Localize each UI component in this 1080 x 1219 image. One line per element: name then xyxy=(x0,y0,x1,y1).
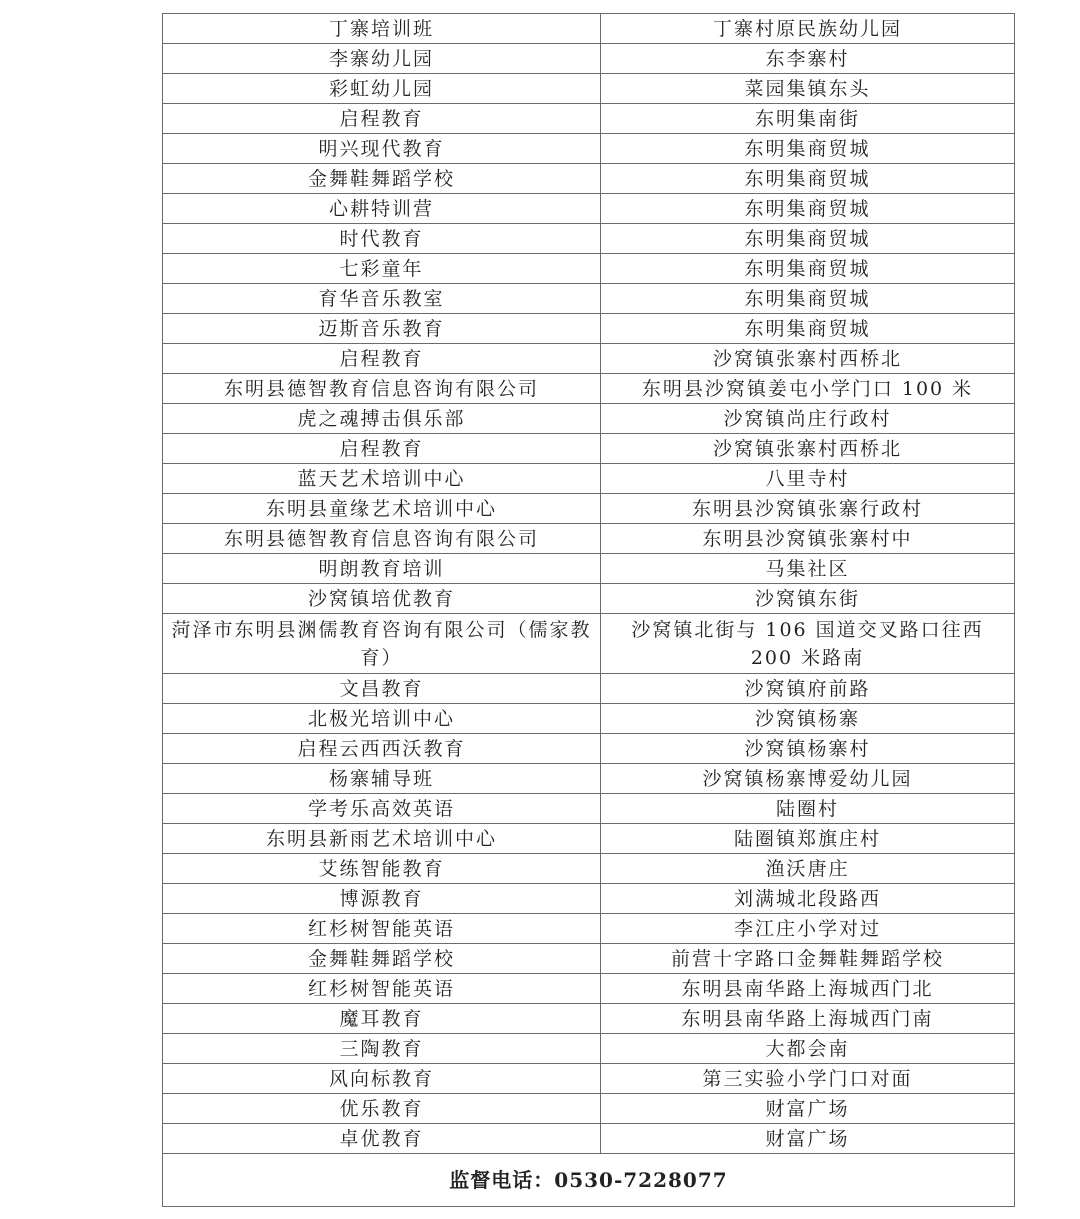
institution-address-cell: 东明县南华路上海城西门南 xyxy=(601,1004,1015,1034)
institution-address-cell: 沙窝镇东街 xyxy=(601,584,1015,614)
table-row xyxy=(163,464,1015,494)
institution-address-cell: 沙窝镇北街与 106 国道交叉路口往西 200 米路南 xyxy=(601,614,1015,674)
table-row xyxy=(163,584,1015,614)
table-row xyxy=(163,974,1015,1004)
institution-address-cell: 东明县沙窝镇张寨村中 xyxy=(601,524,1015,554)
institution-address-cell: 沙窝镇杨寨 xyxy=(601,704,1015,734)
institution-name-cell: 优乐教育 xyxy=(163,1094,601,1124)
institution-address-cell: 东明集商贸城 xyxy=(601,134,1015,164)
institution-name-cell: 风向标教育 xyxy=(163,1064,601,1094)
table-row xyxy=(163,104,1015,134)
institution-address-cell: 东明集商贸城 xyxy=(601,284,1015,314)
institution-address-cell: 东明集商贸城 xyxy=(601,194,1015,224)
institution-address-cell: 沙窝镇张寨村西桥北 xyxy=(601,344,1015,374)
institution-name-cell: 启程云西西沃教育 xyxy=(163,734,601,764)
institution-address-cell: 沙窝镇尚庄行政村 xyxy=(601,404,1015,434)
footer-row xyxy=(163,1154,1015,1207)
table-row xyxy=(163,494,1015,524)
table-row xyxy=(163,944,1015,974)
institution-address-cell: 东明集商贸城 xyxy=(601,314,1015,344)
institution-name-cell: 时代教育 xyxy=(163,224,601,254)
institution-address-cell: 马集社区 xyxy=(601,554,1015,584)
institution-address-cell: 财富广场 xyxy=(601,1094,1015,1124)
table-row xyxy=(163,524,1015,554)
institution-address-cell: 沙窝镇张寨村西桥北 xyxy=(601,434,1015,464)
table-row xyxy=(163,764,1015,794)
table-row xyxy=(163,674,1015,704)
institution-name-cell: 七彩童年 xyxy=(163,254,601,284)
institution-address-cell: 第三实验小学门口对面 xyxy=(601,1064,1015,1094)
table-row xyxy=(163,224,1015,254)
institution-name-cell: 蓝天艺术培训中心 xyxy=(163,464,601,494)
institution-name-cell: 沙窝镇培优教育 xyxy=(163,584,601,614)
institution-name-cell: 东明县新雨艺术培训中心 xyxy=(163,824,601,854)
table-row xyxy=(163,134,1015,164)
table-row xyxy=(163,704,1015,734)
table-row xyxy=(163,14,1015,44)
institution-address-cell: 陆圈镇郑旗庄村 xyxy=(601,824,1015,854)
table-row xyxy=(163,734,1015,764)
table-row xyxy=(163,74,1015,104)
institution-address-cell: 沙窝镇府前路 xyxy=(601,674,1015,704)
institution-name-cell: 李寨幼儿园 xyxy=(163,44,601,74)
institution-address-cell: 渔沃唐庄 xyxy=(601,854,1015,884)
table-row xyxy=(163,194,1015,224)
table-row xyxy=(163,254,1015,284)
institution-name-cell: 启程教育 xyxy=(163,434,601,464)
table-row xyxy=(163,1034,1015,1064)
institution-address-cell: 沙窝镇杨寨村 xyxy=(601,734,1015,764)
institution-name-cell: 启程教育 xyxy=(163,104,601,134)
hotline-text: 监督电话：0530-7228077 xyxy=(163,1154,1015,1207)
table-body xyxy=(163,14,1015,1154)
institution-name-cell: 博源教育 xyxy=(163,884,601,914)
institution-name-cell: 明兴现代教育 xyxy=(163,134,601,164)
table-row xyxy=(163,854,1015,884)
institution-address-cell: 菜园集镇东头 xyxy=(601,74,1015,104)
table-row xyxy=(163,824,1015,854)
institution-name-cell: 卓优教育 xyxy=(163,1124,601,1154)
table-row xyxy=(163,1004,1015,1034)
table-row xyxy=(163,434,1015,464)
table-row xyxy=(163,374,1015,404)
institution-name-cell: 红杉树智能英语 xyxy=(163,974,601,1004)
institution-name-cell: 魔耳教育 xyxy=(163,1004,601,1034)
table-row xyxy=(163,794,1015,824)
institution-address-cell: 东明集商贸城 xyxy=(601,224,1015,254)
table-row xyxy=(163,884,1015,914)
institution-address-cell: 财富广场 xyxy=(601,1124,1015,1154)
institution-name-cell: 杨寨辅导班 xyxy=(163,764,601,794)
table-row xyxy=(163,1124,1015,1154)
institution-address-cell: 东明集商贸城 xyxy=(601,254,1015,284)
institution-address-cell: 丁寨村原民族幼儿园 xyxy=(601,14,1015,44)
institution-name-cell: 金舞鞋舞蹈学校 xyxy=(163,944,601,974)
institution-name-cell: 丁寨培训班 xyxy=(163,14,601,44)
table-row xyxy=(163,614,1015,674)
institution-table xyxy=(162,13,1015,1207)
institution-name-cell: 学考乐高效英语 xyxy=(163,794,601,824)
table-row xyxy=(163,164,1015,194)
institution-address-cell: 前营十字路口金舞鞋舞蹈学校 xyxy=(601,944,1015,974)
institution-address-cell: 东明县南华路上海城西门北 xyxy=(601,974,1015,1004)
institution-name-cell: 菏泽市东明县渊儒教育咨询有限公司（儒家教育） xyxy=(163,614,601,674)
institution-name-cell: 北极光培训中心 xyxy=(163,704,601,734)
institution-address-cell: 东明集商贸城 xyxy=(601,164,1015,194)
institution-address-cell: 沙窝镇杨寨博爱幼儿园 xyxy=(601,764,1015,794)
institution-address-cell: 八里寺村 xyxy=(601,464,1015,494)
institution-name-cell: 心耕特训营 xyxy=(163,194,601,224)
institution-address-cell: 东明县沙窝镇姜屯小学门口 100 米 xyxy=(601,374,1015,404)
table-row xyxy=(163,554,1015,584)
institution-name-cell: 彩虹幼儿园 xyxy=(163,74,601,104)
institution-name-cell: 明朗教育培训 xyxy=(163,554,601,584)
institution-address-cell: 李江庄小学对过 xyxy=(601,914,1015,944)
table-row xyxy=(163,314,1015,344)
institution-address-cell: 东明集南街 xyxy=(601,104,1015,134)
institution-address-cell: 东明县沙窝镇张寨行政村 xyxy=(601,494,1015,524)
institution-name-cell: 东明县童缘艺术培训中心 xyxy=(163,494,601,524)
table-row xyxy=(163,404,1015,434)
institution-name-cell: 金舞鞋舞蹈学校 xyxy=(163,164,601,194)
institution-address-cell: 陆圈村 xyxy=(601,794,1015,824)
institution-address-cell: 大都会南 xyxy=(601,1034,1015,1064)
institution-name-cell: 红杉树智能英语 xyxy=(163,914,601,944)
institution-name-cell: 启程教育 xyxy=(163,344,601,374)
table-row xyxy=(163,1094,1015,1124)
institution-address-cell: 刘满城北段路西 xyxy=(601,884,1015,914)
table-row xyxy=(163,1064,1015,1094)
table-row xyxy=(163,284,1015,314)
institution-name-cell: 三陶教育 xyxy=(163,1034,601,1064)
institution-name-cell: 东明县德智教育信息咨询有限公司 xyxy=(163,374,601,404)
institution-name-cell: 迈斯音乐教育 xyxy=(163,314,601,344)
institution-name-cell: 文昌教育 xyxy=(163,674,601,704)
institution-name-cell: 艾练智能教育 xyxy=(163,854,601,884)
institution-name-cell: 虎之魂搏击俱乐部 xyxy=(163,404,601,434)
table-row xyxy=(163,914,1015,944)
institution-name-cell: 育华音乐教室 xyxy=(163,284,601,314)
table-row xyxy=(163,44,1015,74)
table-row xyxy=(163,344,1015,374)
institution-address-cell: 东李寨村 xyxy=(601,44,1015,74)
institution-name-cell: 东明县德智教育信息咨询有限公司 xyxy=(163,524,601,554)
